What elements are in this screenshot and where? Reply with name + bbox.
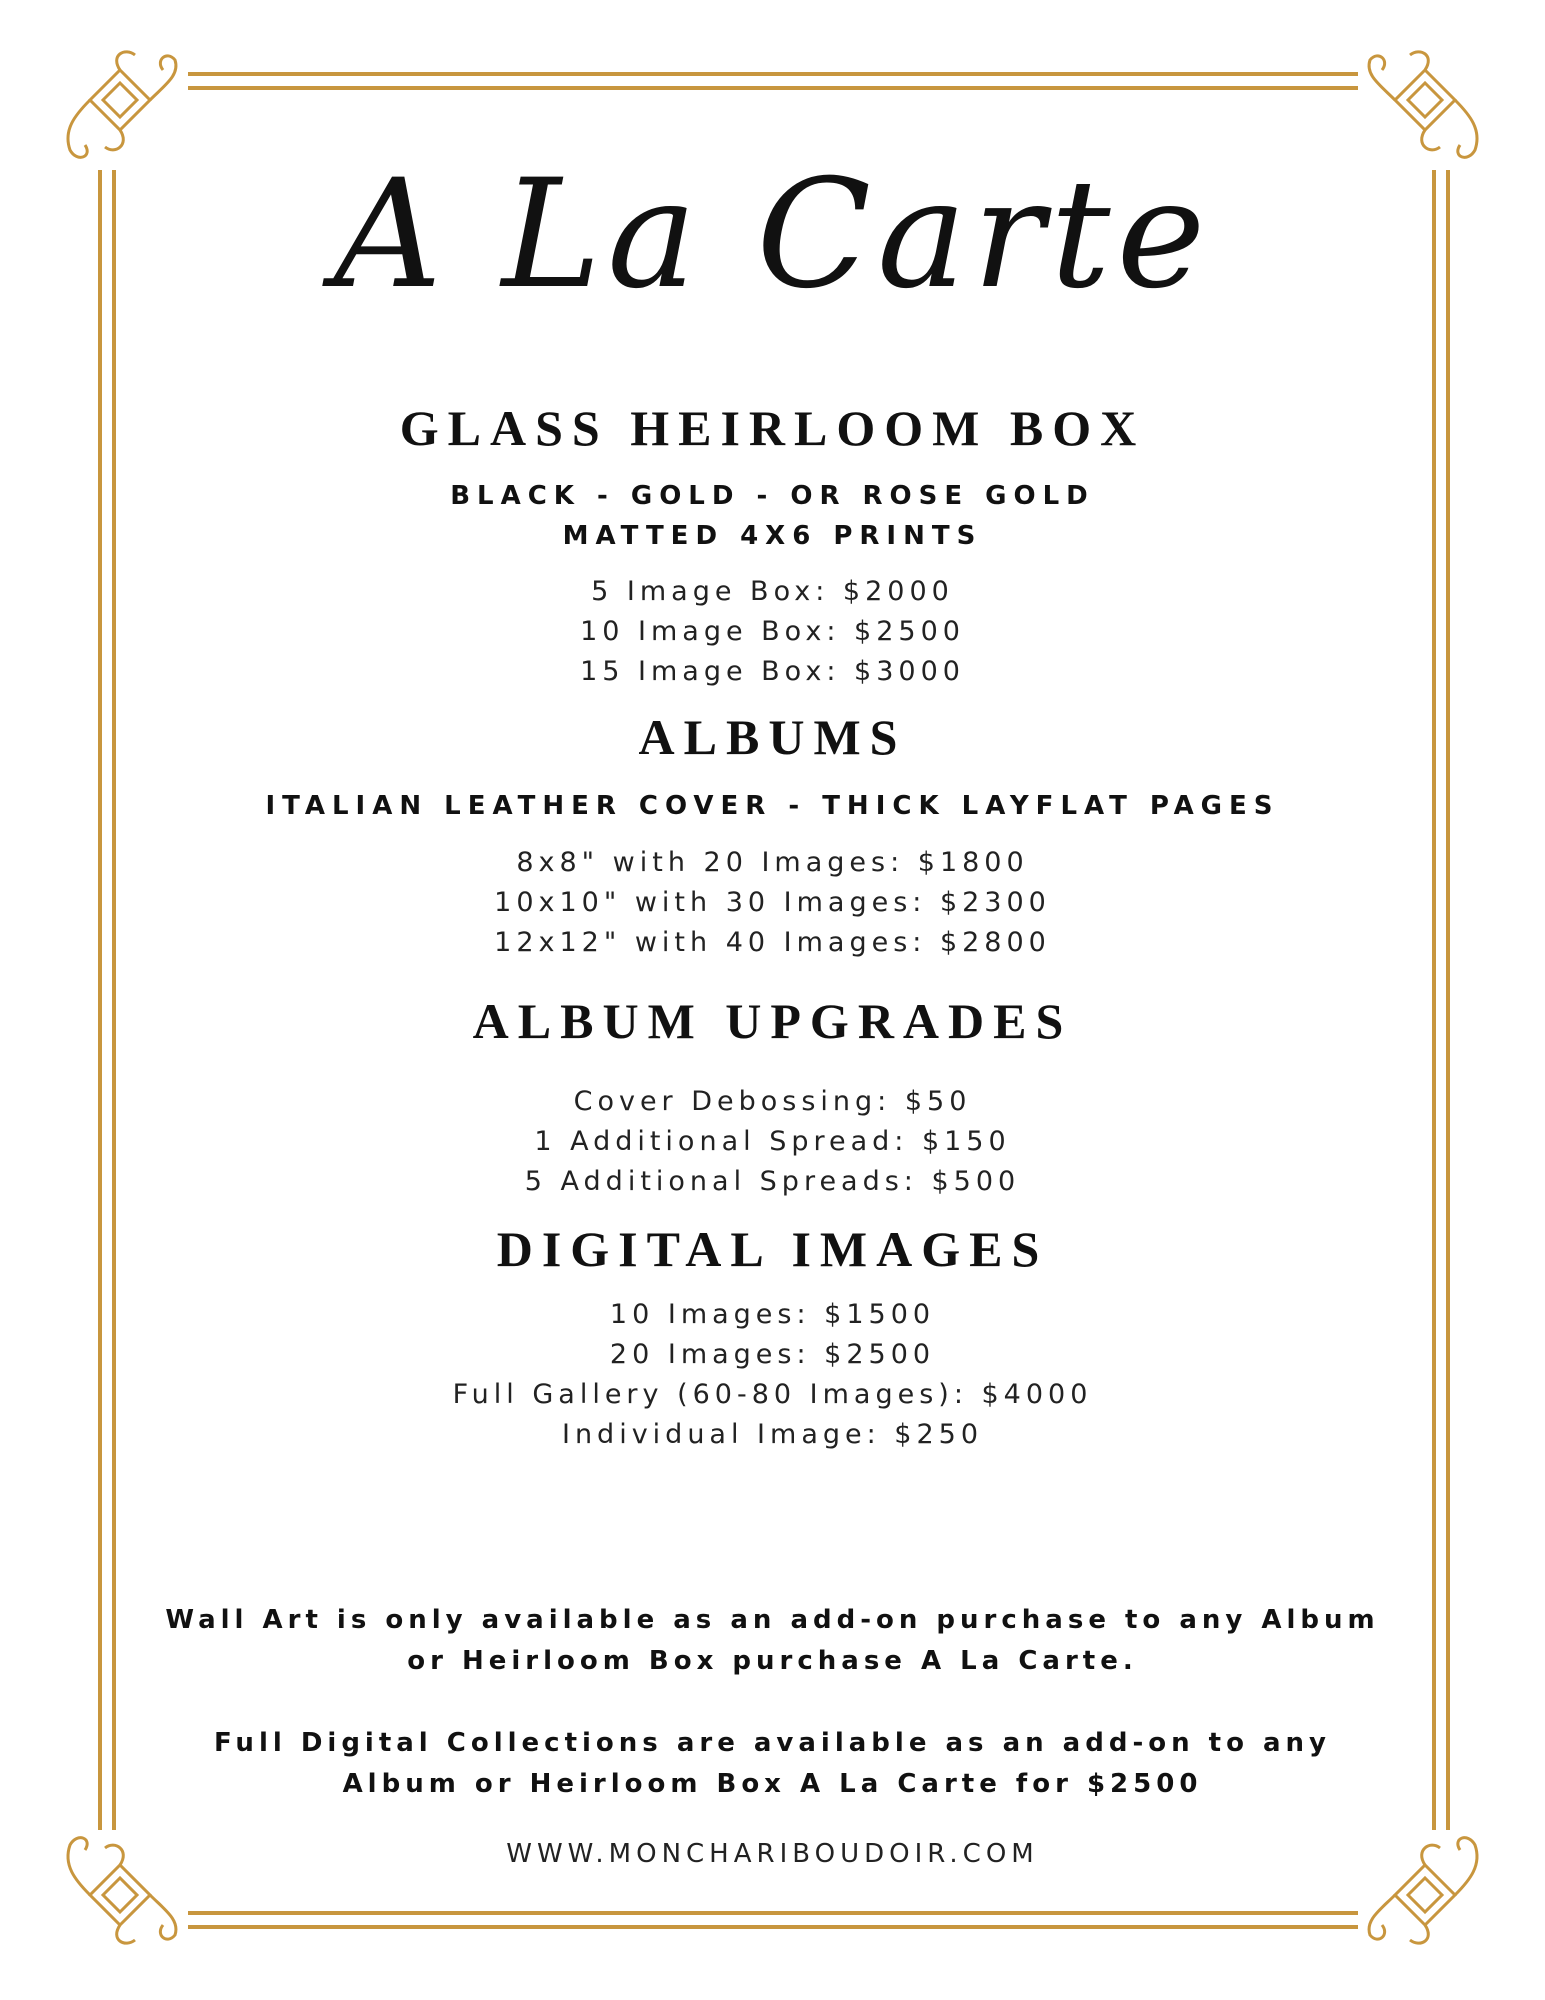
- upgrade-price-list: [0, 1082, 1545, 1202]
- list-item: 20 Images: $2500: [609, 1339, 936, 1370]
- frame-top-line-outer: [188, 72, 1358, 76]
- page-title: A La Carte: [333, 148, 1212, 322]
- wall-art-note: [0, 1600, 1545, 1682]
- note-line: Full Digital Collections are available as an add-on to any: [213, 1728, 1332, 1758]
- note-line: Album or Heirloom Box A La Carte for $2500: [342, 1769, 1203, 1799]
- subheading-box-colors: BLACK - GOLD - OR ROSE GOLD: [450, 481, 1095, 511]
- list-item: Cover Debossing: $50: [573, 1086, 972, 1117]
- note-line: Wall Art is only available as an add-on purchase to any Album: [165, 1605, 1380, 1635]
- album-price-list: [0, 843, 1545, 963]
- list-item: 10 Images: $1500: [609, 1299, 936, 1330]
- frame-top-line-inner: [188, 86, 1358, 90]
- frame-bottom-line-inner: [188, 1911, 1358, 1915]
- list-item: 10 Image Box: $2500: [580, 616, 965, 647]
- list-item: 10x10" with 30 Images: $2300: [494, 887, 1051, 918]
- list-item: 5 Additional Spreads: $500: [524, 1166, 1021, 1197]
- subheading-matted-prints: MATTED 4X6 PRINTS: [562, 521, 983, 551]
- website-link[interactable]: WWW.MONCHARIBOUDOIR.COM: [506, 1839, 1039, 1869]
- list-item: 15 Image Box: $3000: [580, 656, 965, 687]
- frame-bottom-line-outer: [188, 1925, 1358, 1929]
- digital-collection-note: [0, 1723, 1545, 1805]
- heading-albums: ALBUMS: [638, 709, 907, 765]
- heading-album-upgrades: ALBUM UPGRADES: [472, 993, 1073, 1049]
- list-item: Individual Image: $250: [561, 1419, 984, 1450]
- list-item: 5 Image Box: $2000: [591, 576, 954, 607]
- list-item: 1 Additional Spread: $150: [534, 1126, 1011, 1157]
- heading-digital-images: DIGITAL IMAGES: [496, 1221, 1049, 1277]
- list-item: Full Gallery (60-80 Images): $4000: [452, 1379, 1093, 1410]
- list-item: 8x8" with 20 Images: $1800: [516, 847, 1029, 878]
- heading-glass-heirloom-box: GLASS HEIRLOOM BOX: [399, 400, 1146, 456]
- list-item: 12x12" with 40 Images: $2800: [494, 927, 1051, 958]
- note-line: or Heirloom Box purchase A La Carte.: [407, 1646, 1138, 1676]
- digital-price-list: [0, 1295, 1545, 1455]
- subheading-albums-features: ITALIAN LEATHER COVER - THICK LAYFLAT PAGES: [265, 791, 1280, 821]
- box-price-list: [0, 572, 1545, 692]
